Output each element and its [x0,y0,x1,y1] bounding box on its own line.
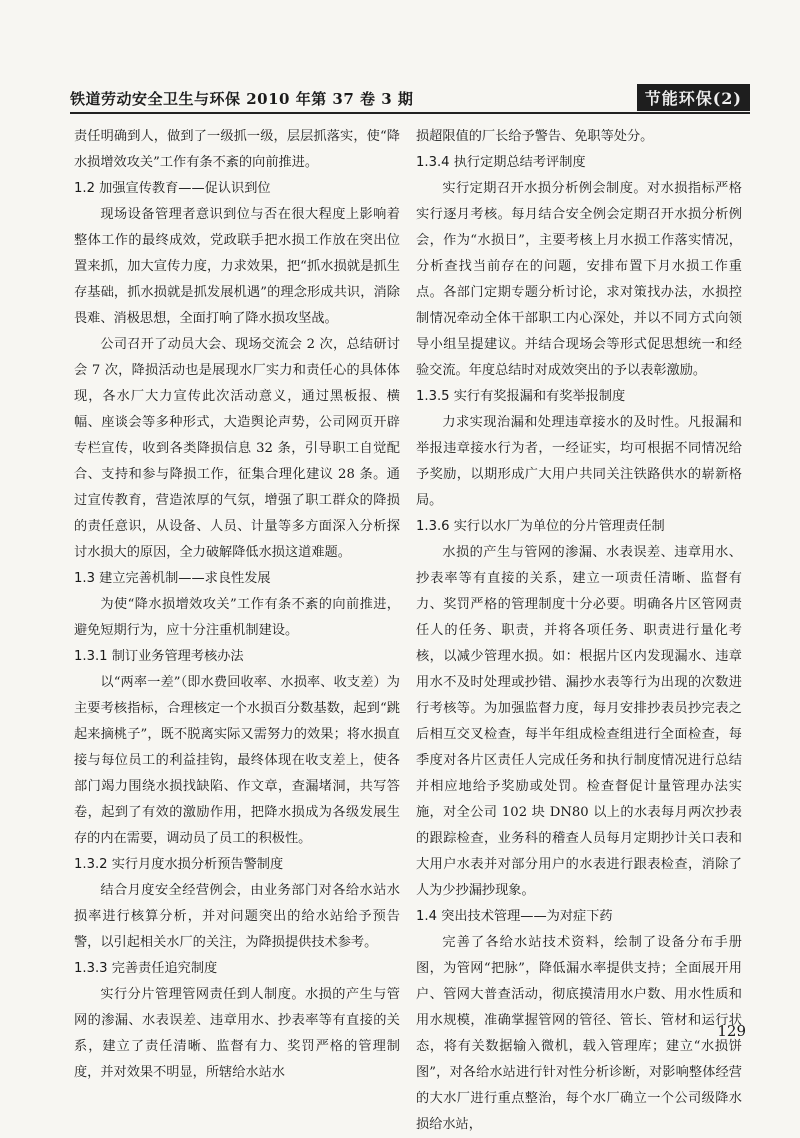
section-heading: 1.3.5 实行有奖报漏和有奖举报制度 [416,389,626,404]
paragraph: 以“两率一差”（即水费回收率、水损率、收支差）为主要考核指标，合理核定一个水损百分数基数，起到“跳起来摘桃子”，既不脱离实际又需努力的效果；将水损直接与每位员工的利益挂钩，最终体现在收支差上，使各部门竭力围绕水损找缺陷、作文章，查漏堵洞，共写答卷，起到了有效的激励作用，把降水损成为各级发展生存的内在需要，调动员了员工的积极性。 [74,675,400,846]
paragraph: 现场设备管理者意识到位与否在很大程度上影响着整体工作的最终成效，党政联手把水损工作放在突出位置来抓，加大宣传力度，力求效果，把“抓水损就是抓生存基础，抓水损就是抓发展机遇”的理念形成共识，消除畏难、消极思想，全面打响了降水损攻坚战。 [74,207,400,326]
paragraph-continued: 损超限值的厂长给予警告、免职等处分。 [416,129,654,144]
section-heading: 1.3.2 实行月度水损分析预告警制度 [74,857,284,872]
page-number: 129 [717,1022,746,1040]
right-column [416,124,742,1138]
paragraph: 实行分片管理管网责任到人制度。水损的产生与管网的渗漏、水表误差、违章用水、抄表率等有直接的关系，建立了责任清晰、监督有力、奖罚严格的管理制度，并对效果不明显，所辖给水站水 [74,987,400,1080]
section-heading: 1.4 突出技术管理——为对症下药 [416,909,613,924]
paragraph: 结合月度安全经营例会，由业务部门对各给水站水损率进行核算分析，并对问题突出的给水站给予预告警，以引起相关水厂的关注，为降损提供技术参考。 [74,883,400,950]
section-badge: 节能环保(2) [637,84,750,111]
paragraph: 实行定期召开水损分析例会制度。对水损指标严格实行逐月考核。每月结合安全例会定期召开水损分析例会，作为“水损日”，主要考核上月水损工作落实情况，分析查找当前存在的问题，安排布置下月水损工作重点。各部门定期专题分析讨论，求对策找办法，水损控制情况牵动全体干部职工内心深处，并以不同方式向领导小组呈提建议。并结合现场会等形式促思想统一和经验交流。年度总结时对成效突出的予以表彰激励。 [416,181,742,378]
section-heading: 1.2 加强宣传教育——促认识到位 [74,181,271,196]
section-heading: 1.3.1 制订业务管理考核办法 [74,649,244,664]
paragraph: 水损的产生与管网的渗漏、水表误差、违章用水、抄表率等有直接的关系，建立一项责任清晰、监督有力、奖罚严格的管理制度十分必要。明确各片区管网责任人的任务、职责，并将各项任务、职责进行量化考核，以减少管理水损。如：根据片区内发现漏水、违章用水不及时处理或抄错、漏抄水表等行为出现的次数进行考核等。为加强监督力度，每月安排抄表员抄完表之后相互交叉检查，每半年组成检查组进行全面检查，每季度对各片区责任人完成任务和执行制度情况进行总结并相应地给予奖励或处罚。检查督促计量管理办法实施，对全公司 102 块 DN80 以上的水表每月两次抄表的跟踪检查，业务科的稽查人员每月定期抄计关口表和大用户水表并对部分用户的水表进行跟表检查，消除了人为少抄漏抄现象。 [416,545,742,898]
section-heading: 1.3 建立完善机制——求良性发展 [74,571,271,586]
section-heading: 1.3.4 执行定期总结考评制度 [416,155,586,170]
paragraph: 公司召开了动员大会、现场交流会 2 次，总结研讨会 7 次，降损活动也是展现水厂实力和责任心的具体体现，各水厂大力宣传此次活动意义，通过黑板报、横幅、座谈会等多种形式，大造舆论声势，公司网页开辟专栏宣传，收到各类降损信息 32 条，引导职工自觉配合、支持和参与降损工作，征集合理化建议 28 条。通过宣传教育，营造浓厚的气氛，增强了职工群众的降损的责任意识，从设备、人员、计量等多方面深入分析探讨水损大的原因，全力破解降低水损这道难题。 [74,337,400,560]
section-heading: 1.3.6 实行以水厂为单位的分片管理责任制 [416,519,665,534]
paragraph-continued: 责任明确到人，做到了一级抓一级，层层抓落实，使“降水损增效攻关”工作有条不紊的向前推进。 [74,129,400,170]
journal-title: 铁道劳动安全卫生与环保 2010 年第 37 卷 3 期 [70,90,414,108]
running-header [70,86,750,114]
paragraph: 为使“降水损增效攻关”工作有条不紊的向前推进，避免短期行为，应十分注重机制建设。 [74,597,400,638]
paragraph: 力求实现治漏和处理违章接水的及时性。凡报漏和举报违章接水行为者，一经证实，均可根据不同情况给予奖励，以期形成广大用户共同关注铁路供水的崭新格局。 [416,415,742,508]
left-column [74,124,400,1086]
section-heading: 1.3.3 完善责任追究制度 [74,961,218,976]
paragraph: 完善了各给水站技术资料，绘制了设备分布手册图，为管网“把脉”，降低漏水率提供支持；全面展开用户、管网大普查活动，彻底摸清用水户数、用水性质和用水规模，准确掌握管网的管径、管长、管材和运行状态，将有关数据输入微机，载入管理库；建立“水损饼图”，对各给水站进行针对性分析诊断，对影响整体经营的大水厂进行重点整治，每个水厂确立一个公司级降水损给水站， [416,935,742,1132]
